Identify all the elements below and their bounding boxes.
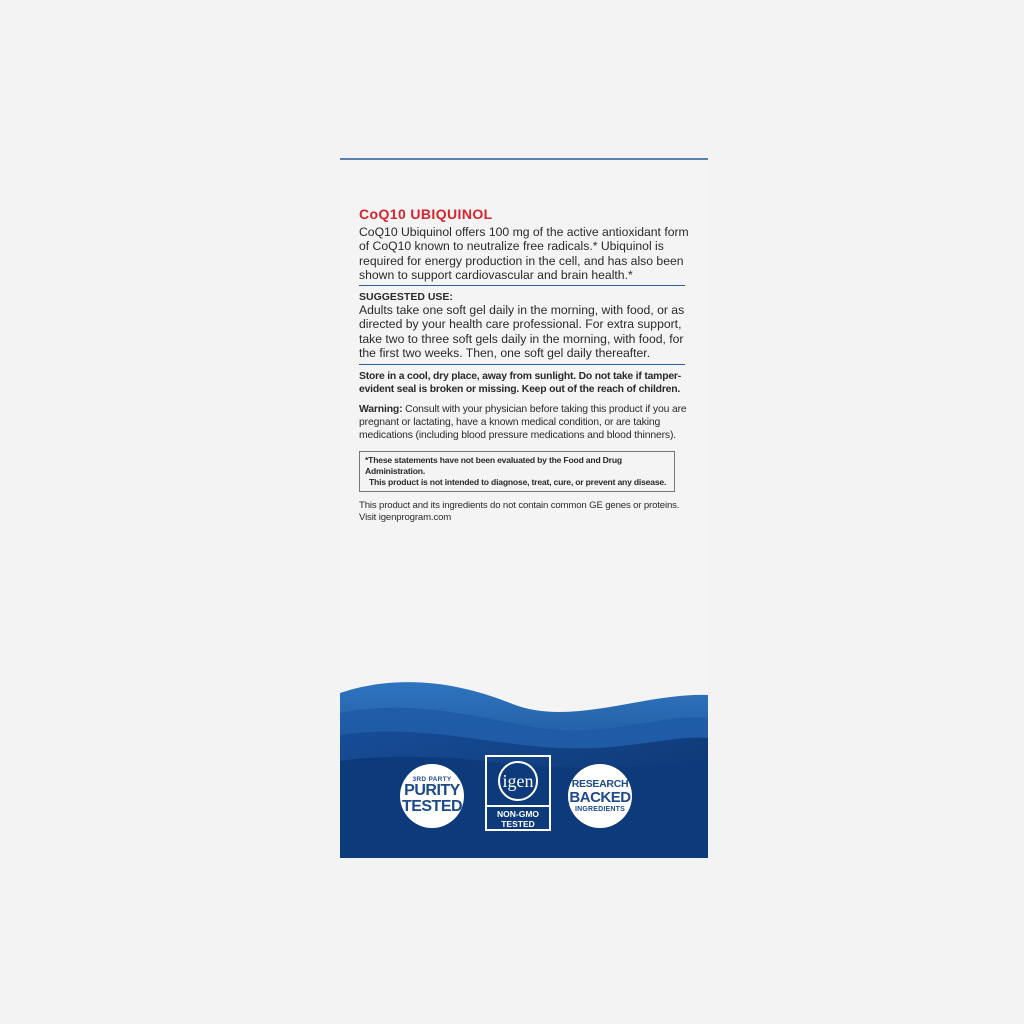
- igen-logo-area: [487, 757, 549, 807]
- igen-line-1: NON-GMO: [496, 809, 540, 819]
- disclaimer-line-1: *These statements have not been evaluated by the Food and Drug Administration.: [365, 455, 622, 477]
- product-intro: CoQ10 Ubiquinol offers 100 mg of the active antioxidant form of CoQ10 known to neutralize free radicals.* Ubiquinol is required for energy production in the cell, and has also been shown to support cardiovascular and brain health.*: [359, 225, 689, 282]
- product-title: CoQ10 UBIQUINOL: [359, 206, 493, 222]
- storage-text: Store in a cool, dry place, away from sunlight. Do not take if tamper-evident seal is broken or missing. Keep out of the reach of children.: [359, 371, 682, 395]
- research-badge-line2: BACKED: [569, 788, 631, 806]
- igen-line-2: TESTED: [501, 818, 535, 829]
- gmo-note: This product and its ingredients do not contain common GE genes or proteins. Visit igenprogram.com: [359, 500, 680, 524]
- warning-body: Consult with your physician before taking this product if you are pregnant or lactating, have a known medical condition, or are taking medications (including blood pressure medications and blood thinners).: [359, 404, 687, 441]
- warning-label: Warning:: [359, 404, 403, 416]
- divider: [359, 364, 685, 365]
- research-badge-line1: RESEARCH: [571, 778, 629, 791]
- product-label-panel: [340, 158, 708, 858]
- suggested-use-text: Adults take one soft gel daily in the morning, with food, or as directed by your health care professional. For extra support, take two to three soft gels daily in the morning, with food, for the first two weeks. Then, one soft gel daily thereafter.: [359, 303, 685, 361]
- label-content: [359, 206, 689, 534]
- top-border: [340, 158, 708, 160]
- divider: [359, 285, 685, 286]
- disclaimer-line-2: This product is not intended to diagnose, treat, cure, or prevent any disease.: [369, 477, 667, 488]
- fda-disclaimer: [359, 451, 675, 492]
- research-badge-line3: INGREDIENTS: [574, 805, 626, 813]
- suggested-use-heading: SUGGESTED USE:: [359, 291, 453, 304]
- igen-non-gmo-badge: [485, 755, 551, 831]
- purity-tested-badge: [400, 764, 464, 828]
- igen-logo-icon: igen: [498, 761, 538, 801]
- research-backed-badge: [568, 764, 632, 828]
- purity-badge-line1: PURITY: [404, 782, 460, 800]
- purity-badge-top: 3RD PARTY: [412, 775, 452, 783]
- igen-label: [487, 807, 549, 829]
- purity-badge-line2: TESTED: [401, 798, 463, 816]
- warning-text: [359, 404, 689, 442]
